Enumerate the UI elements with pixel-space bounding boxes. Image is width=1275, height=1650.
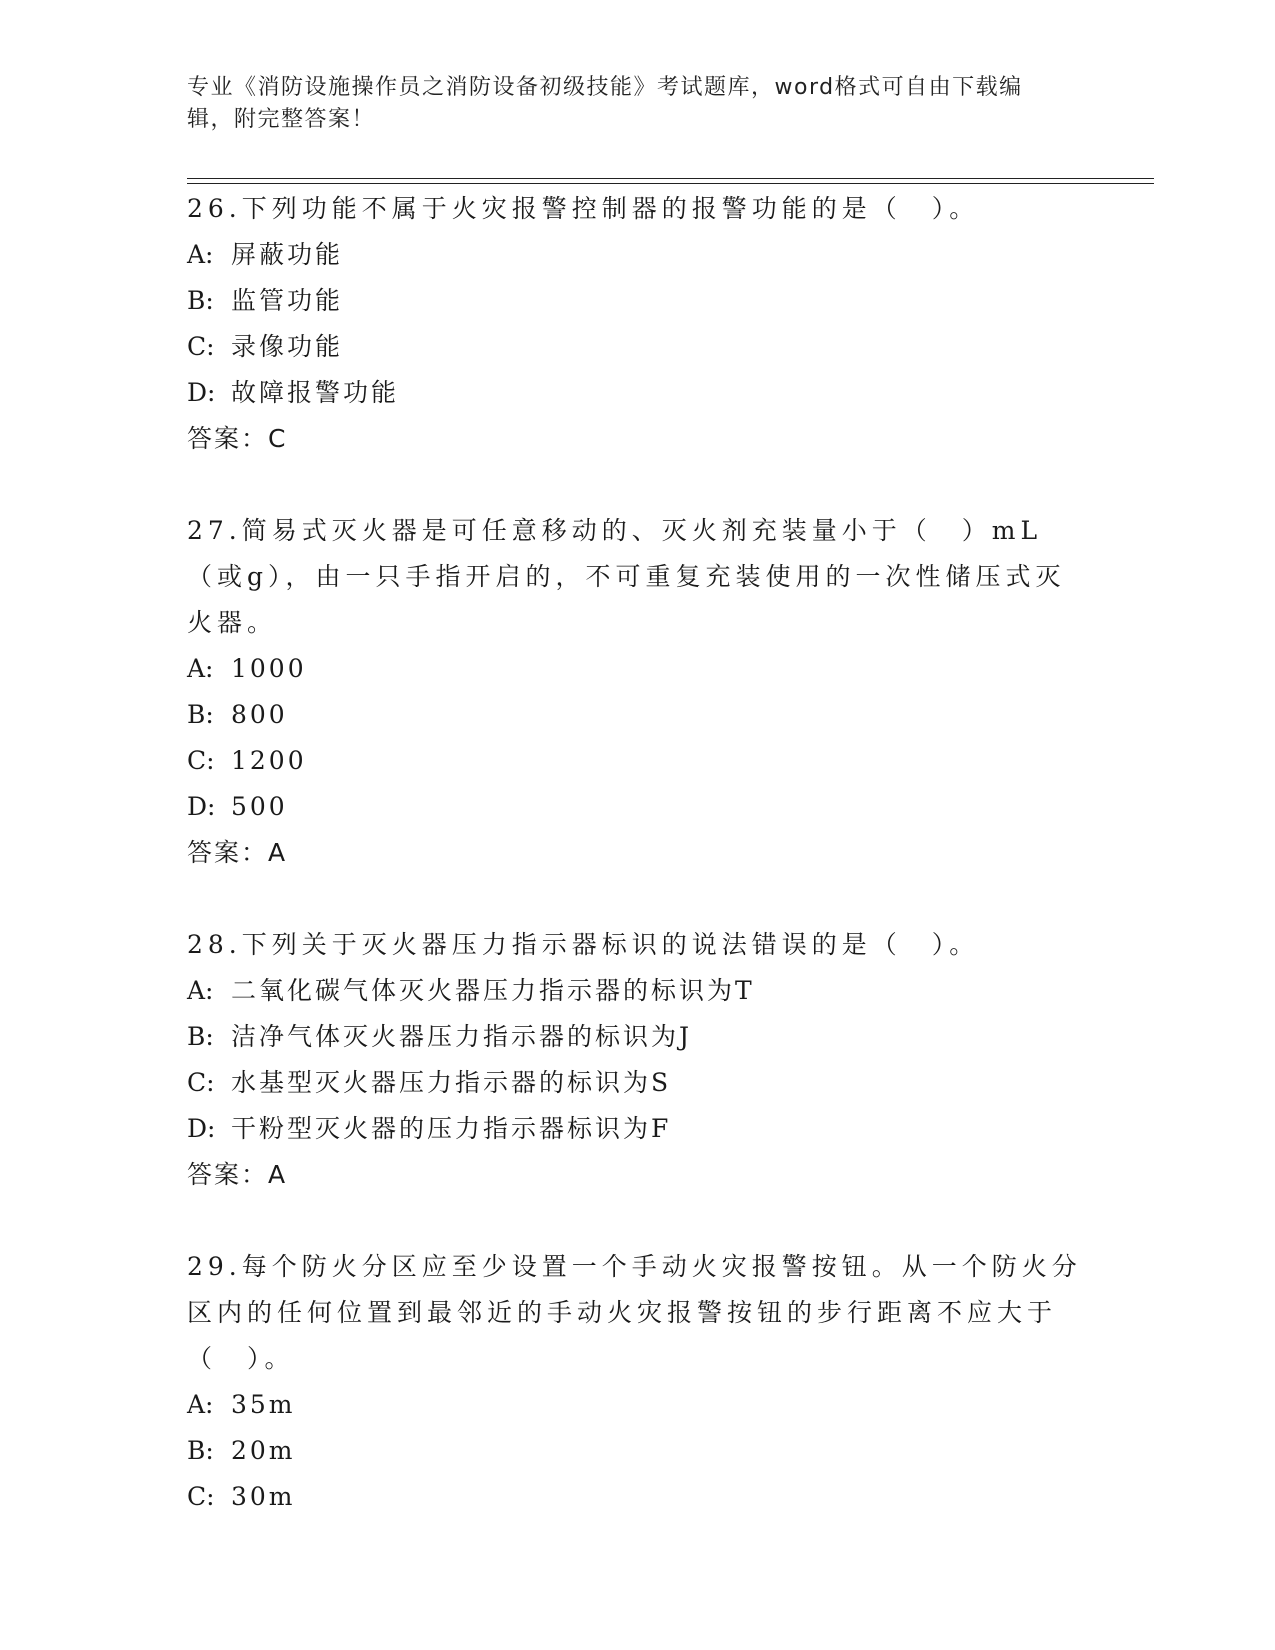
question-list bbox=[187, 186, 1087, 1566]
option-text: 故障报警功能 bbox=[231, 378, 400, 407]
option-b bbox=[187, 1428, 1087, 1474]
option-a bbox=[187, 968, 1087, 1014]
option-letter: A: bbox=[187, 240, 214, 269]
option-text: 录像功能 bbox=[231, 332, 344, 361]
option-a bbox=[187, 646, 1087, 692]
option-text: 二氧化碳气体灭火器压力指示器的标识为T bbox=[231, 976, 755, 1005]
option-b bbox=[187, 278, 1087, 324]
question-29 bbox=[187, 1244, 1087, 1520]
question-stem: 28.下列关于灭火器压力指示器标识的说法错误的是（ ）。 bbox=[187, 930, 980, 959]
header-divider-bottom bbox=[187, 183, 1154, 184]
option-letter: A: bbox=[187, 1390, 214, 1419]
answer: 答案：A bbox=[187, 838, 288, 867]
question-26 bbox=[187, 186, 1087, 462]
option-text: 35m bbox=[231, 1390, 296, 1419]
option-text: 20m bbox=[231, 1436, 296, 1465]
option-c bbox=[187, 1060, 1087, 1106]
option-letter: B: bbox=[187, 286, 214, 315]
option-letter: A: bbox=[187, 654, 214, 683]
option-letter: C: bbox=[187, 1482, 215, 1511]
option-d bbox=[187, 370, 1087, 416]
option-letter: D: bbox=[187, 792, 216, 821]
question-27 bbox=[187, 508, 1087, 876]
question-stem: 29.每个防火分区应至少设置一个手动火灾报警按钮。从一个防火分区内的任何位置到最邻近的手动火灾报警按钮的步行距离不应大于（ ）。 bbox=[187, 1252, 1082, 1373]
option-text: 1000 bbox=[231, 654, 307, 683]
option-letter: C: bbox=[187, 1068, 215, 1097]
option-text: 屏蔽功能 bbox=[231, 240, 344, 269]
question-stem: 27.简易式灭火器是可任意移动的、灭火剂充装量小于（ ）mL（或g），由一只手指开启的，不可重复充装使用的一次性储压式灭火器。 bbox=[187, 516, 1066, 637]
option-d bbox=[187, 1106, 1087, 1152]
option-b bbox=[187, 1014, 1087, 1060]
option-letter: D: bbox=[187, 1114, 216, 1143]
option-text: 30m bbox=[231, 1482, 296, 1511]
option-text: 500 bbox=[231, 792, 288, 821]
option-c bbox=[187, 738, 1087, 784]
option-text: 1200 bbox=[231, 746, 307, 775]
option-text: 800 bbox=[231, 700, 288, 729]
option-text: 监管功能 bbox=[231, 286, 344, 315]
option-b bbox=[187, 692, 1087, 738]
answer: 答案：A bbox=[187, 1160, 288, 1189]
answer: 答案：C bbox=[187, 424, 288, 453]
question-28 bbox=[187, 922, 1087, 1198]
option-a bbox=[187, 232, 1087, 278]
option-letter: A: bbox=[187, 976, 214, 1005]
option-text: 干粉型灭火器的压力指示器标识为F bbox=[231, 1114, 672, 1143]
option-text: 洁净气体灭火器压力指示器的标识为J bbox=[231, 1022, 693, 1051]
option-a bbox=[187, 1382, 1087, 1428]
option-text: 水基型灭火器压力指示器的标识为S bbox=[231, 1068, 672, 1097]
option-letter: B: bbox=[187, 1436, 214, 1465]
option-letter: B: bbox=[187, 700, 214, 729]
option-letter: C: bbox=[187, 746, 215, 775]
option-c bbox=[187, 1474, 1087, 1520]
option-letter: C: bbox=[187, 332, 215, 361]
option-d bbox=[187, 784, 1087, 830]
document-header: 专业《消防设施操作员之消防设备初级技能》考试题库，word格式可自由下载编辑，附完整答案！ bbox=[187, 75, 1023, 132]
option-letter: D: bbox=[187, 378, 216, 407]
question-stem: 26.下列功能不属于火灾报警控制器的报警功能的是（ ）。 bbox=[187, 194, 980, 223]
header-divider-top bbox=[187, 178, 1154, 179]
option-letter: B: bbox=[187, 1022, 214, 1051]
option-c bbox=[187, 324, 1087, 370]
